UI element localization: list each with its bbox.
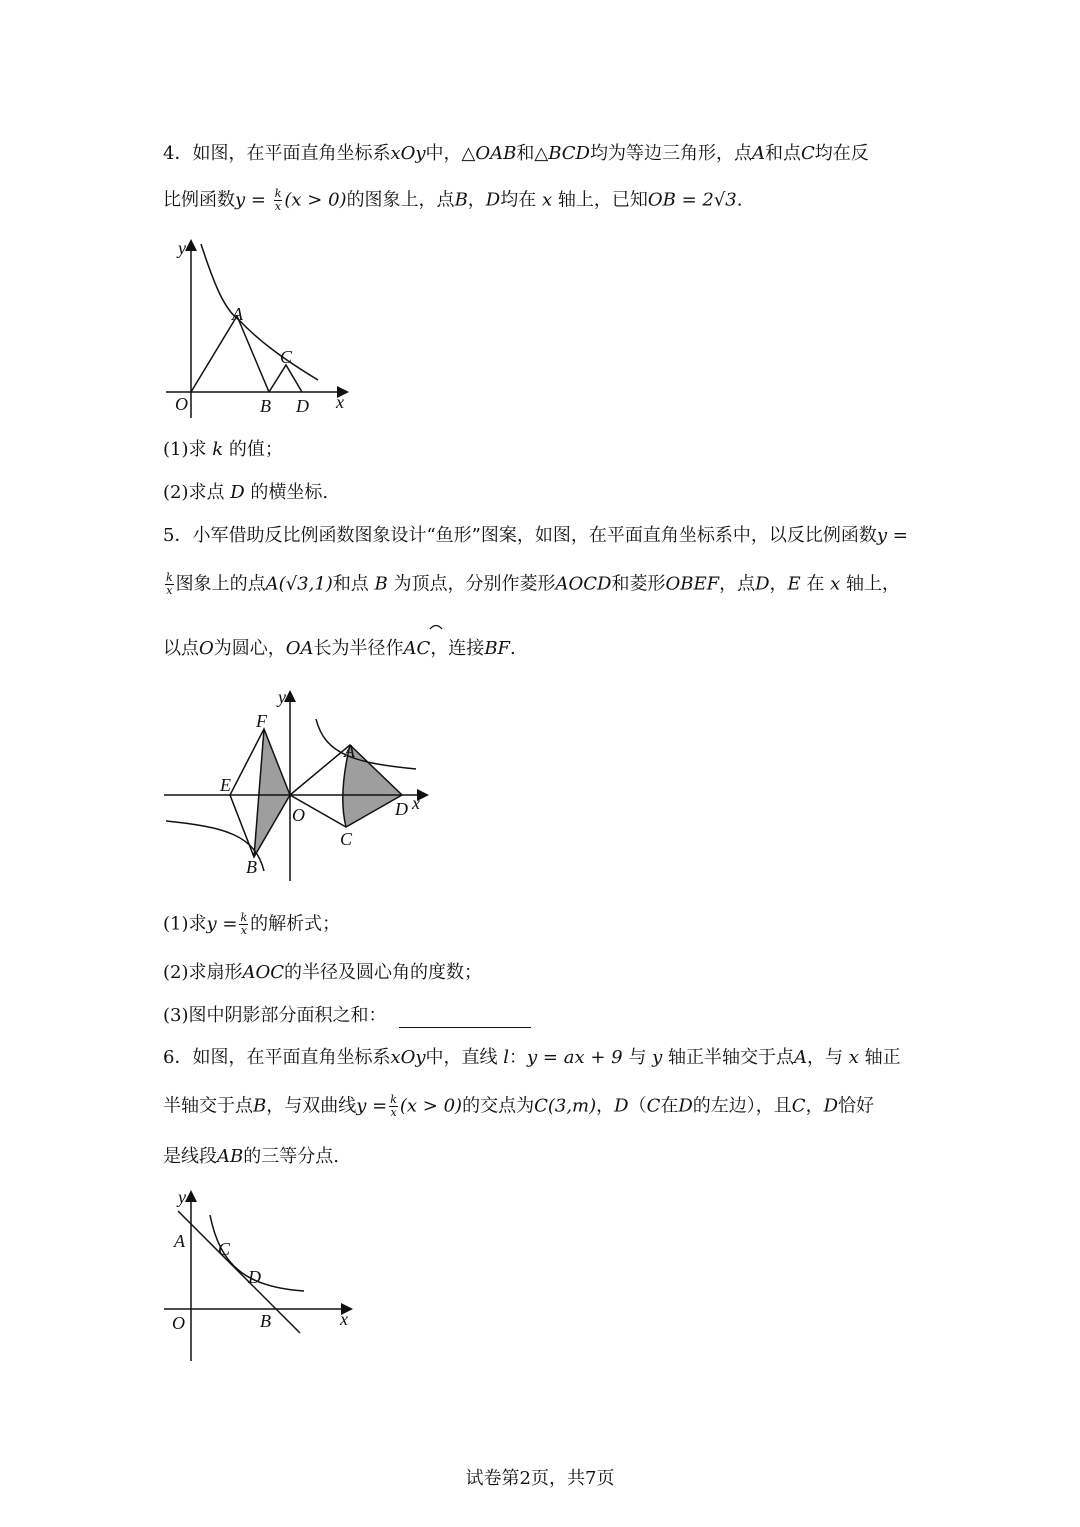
page-footer: 试卷第2页，共7页	[465, 1468, 615, 1489]
text: 恰好	[838, 1095, 875, 1117]
numerator: k	[166, 571, 173, 584]
text: 中，直线	[425, 1047, 498, 1068]
label-y: y	[178, 1187, 186, 1207]
text: 轴上，	[846, 573, 901, 595]
text: 是线段	[163, 1146, 217, 1167]
text: (1)求	[163, 439, 207, 460]
label-x: x	[340, 1309, 348, 1329]
q4-sub-2	[163, 481, 328, 505]
q5-sub-3	[163, 1004, 531, 1028]
q6-line-3	[163, 1145, 339, 1169]
math: x	[830, 573, 841, 595]
math: A(√3,1)	[265, 573, 333, 595]
text: ，	[769, 573, 788, 595]
text: (1)求	[163, 913, 207, 935]
denominator: x	[390, 1106, 397, 1119]
q5-sub-1	[163, 912, 340, 937]
text: 轴正半轴交于点	[667, 1047, 794, 1068]
math: C(3,m)	[534, 1095, 597, 1117]
label-b: B	[260, 396, 271, 416]
label-y: y	[278, 687, 286, 707]
text: =	[245, 189, 272, 211]
label-o: O	[292, 805, 305, 825]
triangle-oab	[191, 316, 269, 392]
denominator: x	[274, 200, 282, 213]
label-c: C	[218, 1239, 231, 1259]
text: 和点	[332, 573, 369, 595]
math: B	[253, 1095, 267, 1117]
text: 的半径及圆心角的度数；	[284, 962, 483, 983]
math: x	[541, 189, 553, 211]
text: 5．小军借助反比例函数图象设计“鱼形”图案，如图，在平面直角坐标系中，以反比例函数	[163, 525, 877, 546]
q4-sub-1	[163, 438, 283, 462]
numerator: k	[274, 187, 282, 200]
label-c: C	[280, 347, 293, 367]
math: OAB	[475, 143, 517, 164]
math: A	[793, 1047, 807, 1068]
numerator: k	[390, 1093, 397, 1106]
text: (2)求点	[163, 482, 225, 503]
math: C	[800, 143, 815, 164]
fraction-k-over-x	[389, 1094, 398, 1119]
text: 的交点为	[462, 1095, 535, 1117]
text: 与	[622, 1047, 647, 1068]
text: 比例函数	[163, 189, 235, 211]
label-e: E	[220, 775, 231, 795]
text: 以点	[163, 638, 199, 659]
math: B	[374, 573, 388, 595]
math: OB = 2√3	[647, 189, 737, 211]
q4-line-1	[163, 142, 869, 166]
text: 的左边），且	[692, 1095, 792, 1117]
math: k	[212, 439, 224, 460]
text: 在	[806, 573, 825, 595]
q5-line-2	[163, 572, 900, 597]
text: 的解析式；	[250, 913, 341, 935]
math: D	[230, 482, 245, 503]
text: 和△	[516, 143, 549, 164]
label-d: D	[395, 799, 408, 819]
figure-q4	[160, 232, 360, 422]
text: 和菱形	[611, 573, 666, 595]
label-a: A	[174, 1231, 185, 1251]
text: 半轴交于点	[163, 1095, 253, 1117]
text: 均在反	[814, 143, 869, 164]
text: 轴上，已知	[557, 189, 648, 211]
numerator: k	[240, 911, 248, 924]
label-x: x	[412, 793, 420, 813]
math: D	[485, 189, 501, 211]
text: 如图，在平面直角坐标系	[192, 143, 391, 164]
math: y	[235, 189, 246, 211]
math: l	[503, 1047, 510, 1068]
math: BF	[484, 638, 511, 659]
text: .	[510, 638, 516, 659]
label-x: x	[336, 392, 344, 412]
label-c: C	[340, 829, 353, 849]
q5-line-1	[163, 524, 908, 548]
fraction-k-over-x	[274, 188, 283, 213]
math: y =	[876, 525, 908, 546]
label-y: y	[178, 238, 186, 258]
math: D	[678, 1095, 693, 1117]
math: D	[614, 1095, 629, 1117]
figure-q5	[160, 685, 440, 885]
label-d: D	[248, 1267, 261, 1287]
arc-mark	[428, 622, 444, 630]
math: AOC	[242, 962, 285, 983]
text: 均在	[500, 189, 537, 211]
text: .	[736, 189, 743, 211]
q6-line-1	[163, 1046, 901, 1070]
text: 中，△	[425, 143, 476, 164]
text: 为顶点，分别作菱形	[393, 573, 556, 595]
text: ，与	[806, 1047, 843, 1068]
text: 6．如图，在平面直角坐标系	[163, 1047, 391, 1068]
math: xOy	[390, 1047, 426, 1068]
math: (x > 0)	[399, 1095, 463, 1117]
text: （	[628, 1095, 647, 1117]
hyperbola	[201, 244, 318, 380]
answer-blank[interactable]	[399, 1009, 531, 1028]
q6-line-2	[163, 1094, 874, 1119]
denominator: x	[240, 924, 247, 937]
text: ，	[467, 189, 486, 211]
text: 轴正	[864, 1047, 901, 1068]
text: 的横坐标.	[250, 482, 329, 503]
text: (2)求扇形	[163, 962, 243, 983]
text: 均为等边三角形，点	[589, 143, 752, 164]
text: (3)图中阴影部分面积之和：	[163, 1005, 387, 1026]
label-b: B	[260, 1311, 271, 1331]
math: OBEF	[665, 573, 720, 595]
text: 的三等分点.	[243, 1146, 339, 1167]
q5-sub-2	[163, 961, 482, 985]
text: 长为半径作	[313, 638, 404, 659]
math: C	[646, 1095, 661, 1117]
math: y =	[206, 913, 238, 935]
text: ，与双曲线	[266, 1095, 357, 1117]
line-l	[178, 1211, 300, 1333]
math: A	[751, 143, 765, 164]
label-a: A	[232, 304, 243, 324]
math: B	[454, 189, 468, 211]
math: y = ax + 9	[527, 1047, 623, 1068]
label-f: F	[256, 711, 267, 731]
math: x	[848, 1047, 859, 1068]
math: BCD	[548, 143, 590, 164]
math: AOCD	[555, 573, 612, 595]
fraction-k-over-x	[239, 912, 248, 937]
text: 为圆心，	[213, 638, 286, 659]
text: 和点	[764, 143, 801, 164]
label-o: O	[172, 1313, 185, 1333]
text: ，连接	[430, 638, 485, 659]
label-a: A	[344, 741, 355, 761]
math: y =	[356, 1095, 388, 1117]
label-d: D	[296, 396, 309, 416]
q4-line-2	[163, 188, 742, 213]
math: AB	[217, 1146, 244, 1167]
text: ，点	[719, 573, 756, 595]
text: 的值；	[228, 439, 283, 460]
text: ：	[509, 1047, 528, 1068]
math: AC	[403, 638, 431, 659]
fraction-k-over-x	[165, 572, 174, 597]
math: E	[787, 573, 801, 595]
triangle-bcd	[269, 365, 302, 392]
label-o: O	[175, 394, 188, 414]
text: 在	[660, 1095, 679, 1117]
math: (x > 0)	[284, 189, 347, 211]
math: D	[823, 1095, 839, 1117]
q4-number: 4．	[163, 143, 193, 164]
math: D	[755, 573, 770, 595]
denominator: x	[166, 584, 173, 597]
math: xOy	[390, 143, 426, 164]
figure-q6	[160, 1185, 360, 1365]
math: y	[652, 1047, 663, 1068]
math: O	[199, 638, 214, 659]
text: ，	[596, 1095, 615, 1117]
math: OA	[285, 638, 314, 659]
math: C	[791, 1095, 806, 1117]
q5-line-3	[163, 637, 516, 661]
label-b: B	[246, 857, 257, 877]
text: 图象上的点	[175, 573, 266, 595]
text: ，	[805, 1095, 824, 1117]
text: 的图象上，点	[346, 189, 455, 211]
